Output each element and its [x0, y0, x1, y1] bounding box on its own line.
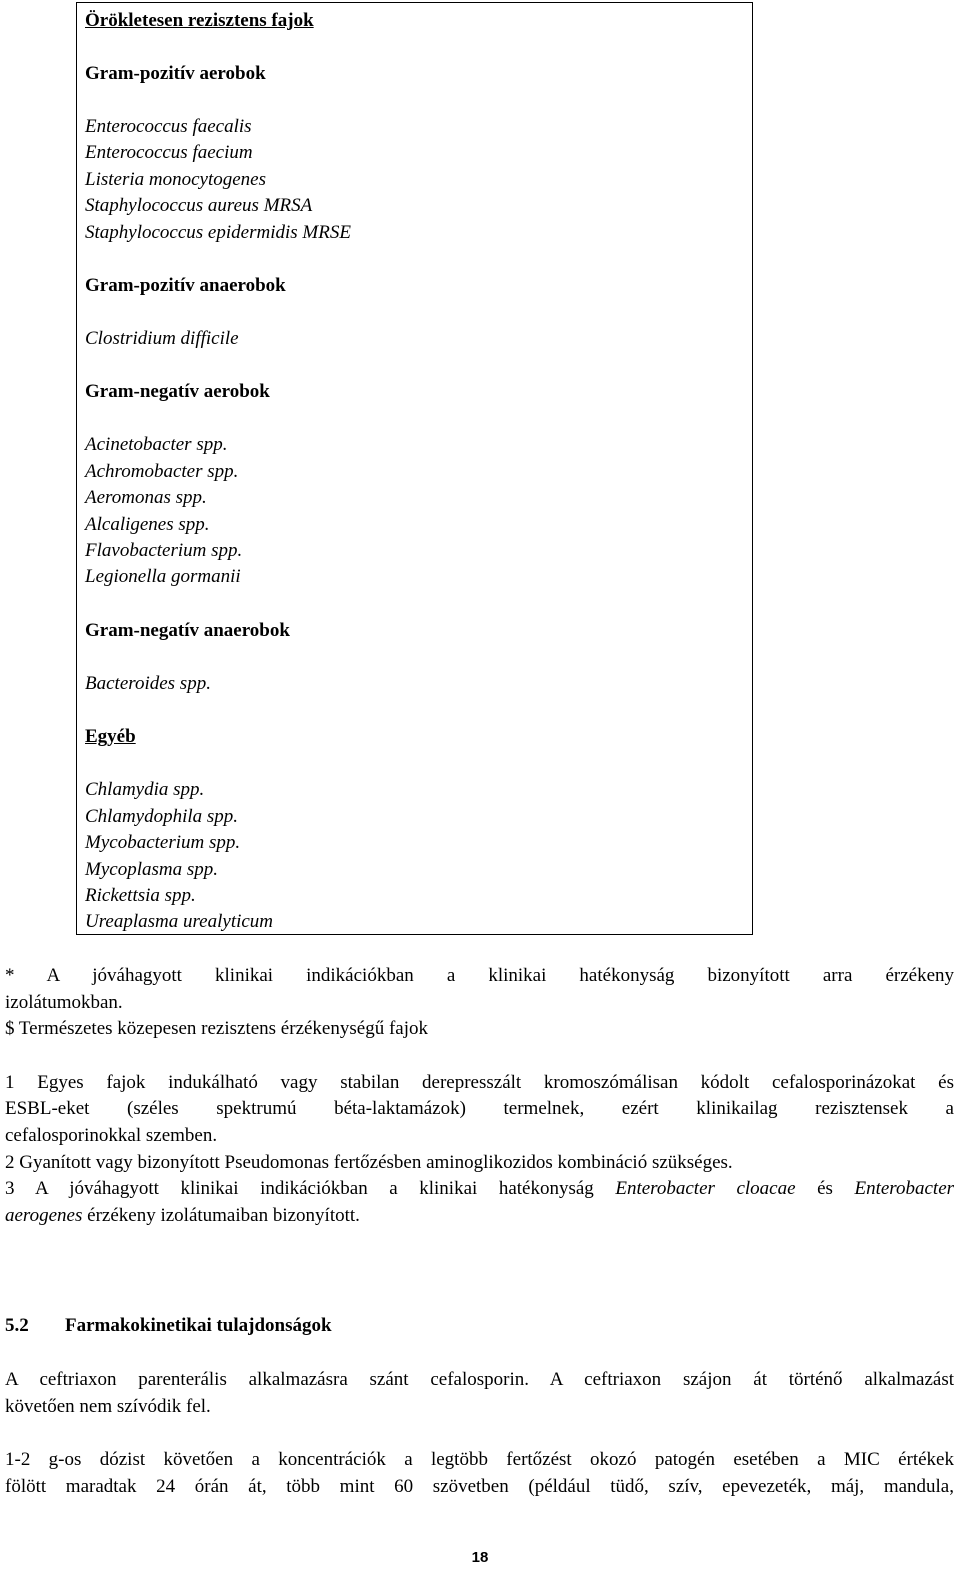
note-3-line — [5, 1176, 954, 1203]
resistant-species-list — [85, 8, 744, 936]
species-item: Ureaplasma urealyticum — [85, 911, 274, 933]
page-number: 18 — [471, 1549, 489, 1566]
species-item: Achromobacter spp. — [85, 460, 239, 482]
species-item: Aeromonas spp. — [85, 487, 207, 509]
note-3-species: aerogenes — [5, 1204, 83, 1226]
species-item: Listeria monocytogenes — [85, 168, 267, 190]
note-3-line — [5, 1203, 954, 1230]
note-2: 2 Gyanított vagy bizonyított Pseudomonas fertőzésben aminoglikozidos kombináció szükséges. — [5, 1151, 733, 1173]
group-heading: Gram-pozitív aerobok — [85, 63, 266, 84]
box-title: Örökletesen rezisztens fajok — [85, 10, 314, 31]
species-item: Enterococcus faecium — [85, 142, 253, 164]
species-item: Enterococcus faecalis — [85, 116, 252, 137]
species-item: Mycobacterium spp. — [85, 832, 241, 854]
species-item: Staphylococcus aureus MRSA — [85, 195, 313, 217]
paragraph-1 — [5, 1366, 954, 1420]
resistant-species-box — [76, 2, 753, 935]
species-item: Staphylococcus epidermidis MRSE — [85, 221, 351, 243]
paragraph-line: 1-2 g-os dózist követően a koncentrációk a legtöbb fertőzést okozó patogén esetében a MIC értékek — [5, 1449, 954, 1470]
star-note-line: izolátumokban. — [5, 991, 123, 1013]
group-heading: Gram-negatív anaerobok — [85, 619, 290, 641]
note-1-line: 1 Egyes fajok indukálható vagy stabilan derepresszált kromoszómálisan kódolt cefalosporinázokat és — [5, 1071, 954, 1093]
note-3-text: érzékeny izolátumaiban bizonyított. — [82, 1204, 360, 1226]
note-3-species: Enterobacter cloacae — [615, 1178, 796, 1200]
note-1-line: cefalosporinokkal szemben. — [5, 1124, 218, 1146]
paragraph-line: követően nem szívódik fel. — [5, 1396, 211, 1417]
species-item: Bacteroides spp. — [85, 672, 211, 694]
paragraph-line: A ceftriaxon parenterális alkalmazásra szánt cefalosporin. A ceftriaxon szájon át történő alkalmazást — [5, 1369, 954, 1390]
section-number: 5.2 — [5, 1315, 29, 1336]
species-item: Flavobacterium spp. — [85, 540, 243, 562]
species-item: Chlamydia spp. — [85, 779, 205, 801]
note-3-species: Enterobacter — [854, 1178, 955, 1200]
species-item: Legionella gormanii — [85, 566, 241, 588]
group-heading: Gram-pozitív anaerobok — [85, 275, 286, 297]
note-3-text: 3 A jóváhagyott klinikai indikációkban a klinikai hatékonyság — [5, 1178, 616, 1200]
footnotes — [5, 963, 954, 1229]
note-1-line: ESBL-eket (széles spektrumú béta-laktamázok) termelnek, ezért klinikailag rezisztensek a — [5, 1098, 954, 1120]
group-heading: Egyéb — [85, 726, 136, 748]
paragraph-line: fölött maradtak 24 órán át, több mint 60 szövetben (például tüdő, szív, epevezeték, máj, mandula, — [5, 1476, 954, 1497]
section-title: Farmakokinetikai tulajdonságok — [65, 1315, 332, 1336]
species-item: Acinetobacter spp. — [85, 434, 228, 456]
star-note-line: * A jóváhagyott klinikai indikációkban a klinikai hatékonyság bizonyított arra érzékeny — [5, 965, 954, 986]
species-item: Rickettsia spp. — [85, 884, 196, 906]
section-heading — [5, 1312, 954, 1339]
group-heading: Gram-negatív aerobok — [85, 381, 270, 403]
species-item: Alcaligenes spp. — [85, 513, 210, 535]
species-item: Clostridium difficile — [85, 328, 239, 350]
dollar-note: $ Természetes közepesen rezisztens érzékenységű fajok — [5, 1018, 428, 1040]
species-item: Mycoplasma spp. — [85, 858, 218, 880]
species-item: Chlamydophila spp. — [85, 805, 239, 827]
note-3-text: és — [795, 1178, 855, 1200]
paragraph-2 — [5, 1446, 954, 1500]
